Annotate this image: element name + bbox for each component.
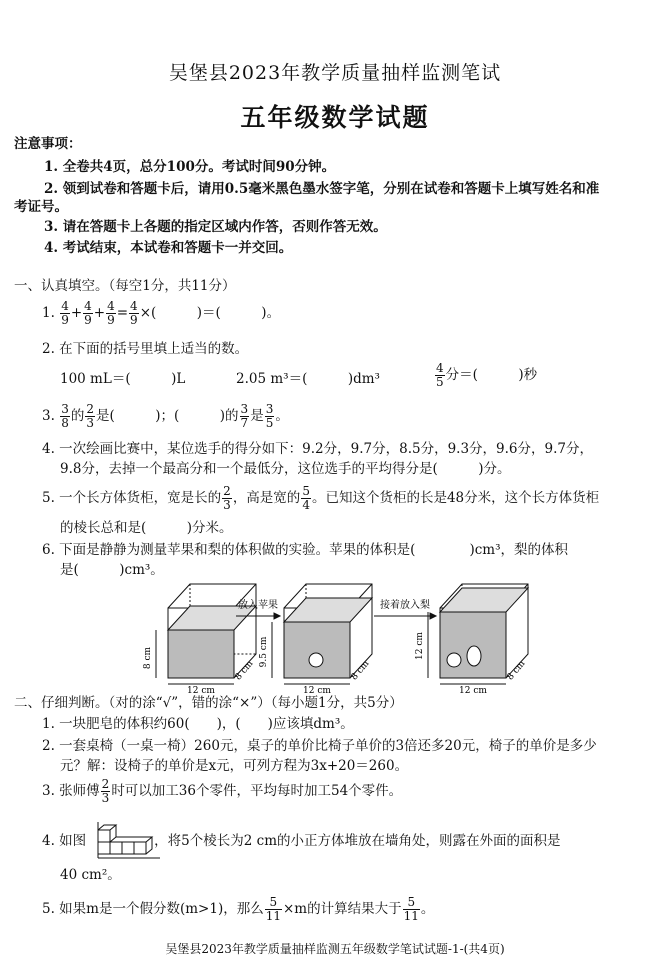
fraction: $\frac{2}{3}$ <box>101 777 110 805</box>
depth-label: 8 cm <box>505 659 528 683</box>
question-1-4-line1: 4. 一次绘画比赛中，某位选手的得分如下：9.2分，9.7分，8.5分，9.3分，9.6分，9.7分， <box>42 441 593 457</box>
page-footer: 吴堡县2023年教学质量抽样监测五年级数学笔试试题-1-(共4页) <box>165 942 505 956</box>
question-2-1: 1. 一块肥皂的体积约60( )，( )应该填dm³。 <box>42 716 354 732</box>
question-1-2-b: 2.05 m³＝( )dm³ <box>236 371 380 387</box>
question-1-4-line2: 9.8分，去掉一个最高分和一个最低分，这位选手的平均得分是( )分。 <box>60 461 511 477</box>
fraction: $\frac{4}{9}$ <box>107 299 115 327</box>
question-2-4-line2: 40 cm²。 <box>60 867 121 883</box>
question-2-4-line1: 4. 如图 ，将5个棱长为2 cm的小正方体堆放在墙角处，则露在外面的面积是 <box>42 833 561 849</box>
height-label: 9.5 cm <box>259 636 269 668</box>
notice-item: 1. 全卷共4页，总分100分。考试时间90分钟。 <box>44 159 336 175</box>
exam-subject-title: 五年级数学试题 <box>240 103 430 132</box>
question-1-6-line2: 是( )cm³。 <box>60 562 164 578</box>
notice-item: 3. 请在答题卡上各题的指定区域内作答，否则作答无效。 <box>44 219 387 235</box>
question-1-1: 1. $\frac{4}{9}$ + $\frac{4}{9}$ + $\frac{4}{9}$ = $\frac{4}{9}$ ×( )＝( )。 <box>42 299 281 327</box>
fraction: $\frac{5}{11}$ <box>403 895 419 923</box>
notice-heading: 注意事项： <box>14 136 82 152</box>
fraction: $\frac{3}{5}$ <box>265 402 274 430</box>
question-1-6-line1: 6. 下面是静静为测量苹果和梨的体积做的实验。苹果的体积是( )cm³，梨的体积 <box>42 542 568 558</box>
section-heading-judgement: 二、仔细判断。（对的涂“√”，错的涂“×”）（每小题1分，共5分） <box>14 695 403 711</box>
question-number: 1. <box>42 305 55 321</box>
question-1-3: 3. $\frac{3}{8}$ 的 $\frac{2}{3}$ 是( )；( )的 $\frac{3}{7}$ 是 $\frac{3}{5}$ 。 <box>42 402 289 430</box>
width-label: 12 cm <box>187 686 215 693</box>
question-2-3: 3. 张师傅 $\frac{2}{3}$ 时可以加工36个零件，平均每时加工54个零件。 <box>42 777 403 805</box>
question-1-2-a: 100 mL＝( )L <box>60 371 186 387</box>
stacked-cubes-figure <box>94 820 164 864</box>
fraction: $\frac{4}{5}$ <box>436 361 444 389</box>
fraction: $\frac{3}{7}$ <box>240 402 249 430</box>
fraction: $\frac{2}{3}$ <box>86 402 94 430</box>
depth-label: 8 cm <box>349 659 372 683</box>
question-2-2-line1: 2. 一套桌椅（一桌一椅）260元，桌子的单价比椅子单价的3倍还多20元，椅子的单价是多少 <box>42 738 597 754</box>
fraction: $\frac{4}{9}$ <box>84 299 92 327</box>
section-heading-fill-in: 一、认真填空。（每空1分，共11分） <box>14 278 236 294</box>
arrow-label-pear: 接着放入梨 <box>380 600 430 611</box>
question-1-2: 2. 在下面的括号里填上适当的数。 <box>42 341 249 357</box>
exam-header-title: 吴堡县2023年教学质量抽样监测笔试 <box>168 62 502 84</box>
fraction: $\frac{4}{9}$ <box>130 299 138 327</box>
question-1-5-line1: 5. 一个长方体货柜，宽是长的 $\frac{2}{3}$ ，高是宽的 $\frac{5}{4}$ 。已知这个货柜的长是48分米，这个长方体货柜 <box>42 484 600 512</box>
fraction: $\frac{5}{4}$ <box>302 484 310 512</box>
width-label: 12 cm <box>303 686 331 693</box>
fraction: $\frac{2}{3}$ <box>223 484 231 512</box>
fraction: $\frac{4}{9}$ <box>61 299 69 327</box>
height-label: 12 cm <box>415 632 425 660</box>
question-2-5: 5. 如果m是一个假分数(m>1)，那么 $\frac{5}{11}$ ×m的计算结果大于 $\frac{5}{11}$ 。 <box>42 895 435 923</box>
notice-item: 2. 领到试卷和答题卡后，请用0.5毫米黑色墨水签字笔，分别在试卷和答题卡上填写姓名和准 <box>44 181 600 197</box>
width-label: 12 cm <box>459 686 487 693</box>
arrow-label-apple: 放入苹果 <box>238 600 278 611</box>
notice-item: 考证号。 <box>14 199 68 215</box>
fraction: $\frac{3}{8}$ <box>61 402 69 430</box>
volume-experiment-figure <box>138 578 538 693</box>
question-1-2-c: $\frac{4}{5}$ 分＝( )秒 <box>436 361 538 389</box>
fraction: $\frac{5}{11}$ <box>265 895 281 923</box>
question-2-2-line2: 元？解：设椅子的单价是x元，可列方程为3x+20＝260。 <box>60 758 409 774</box>
depth-label: 8 cm <box>233 659 256 683</box>
height-label: 8 cm <box>143 646 153 670</box>
question-1-5-line2: 的棱长总和是( )分米。 <box>60 520 233 536</box>
notice-item: 4. 考试结束，本试卷和答题卡一并交回。 <box>44 240 293 256</box>
